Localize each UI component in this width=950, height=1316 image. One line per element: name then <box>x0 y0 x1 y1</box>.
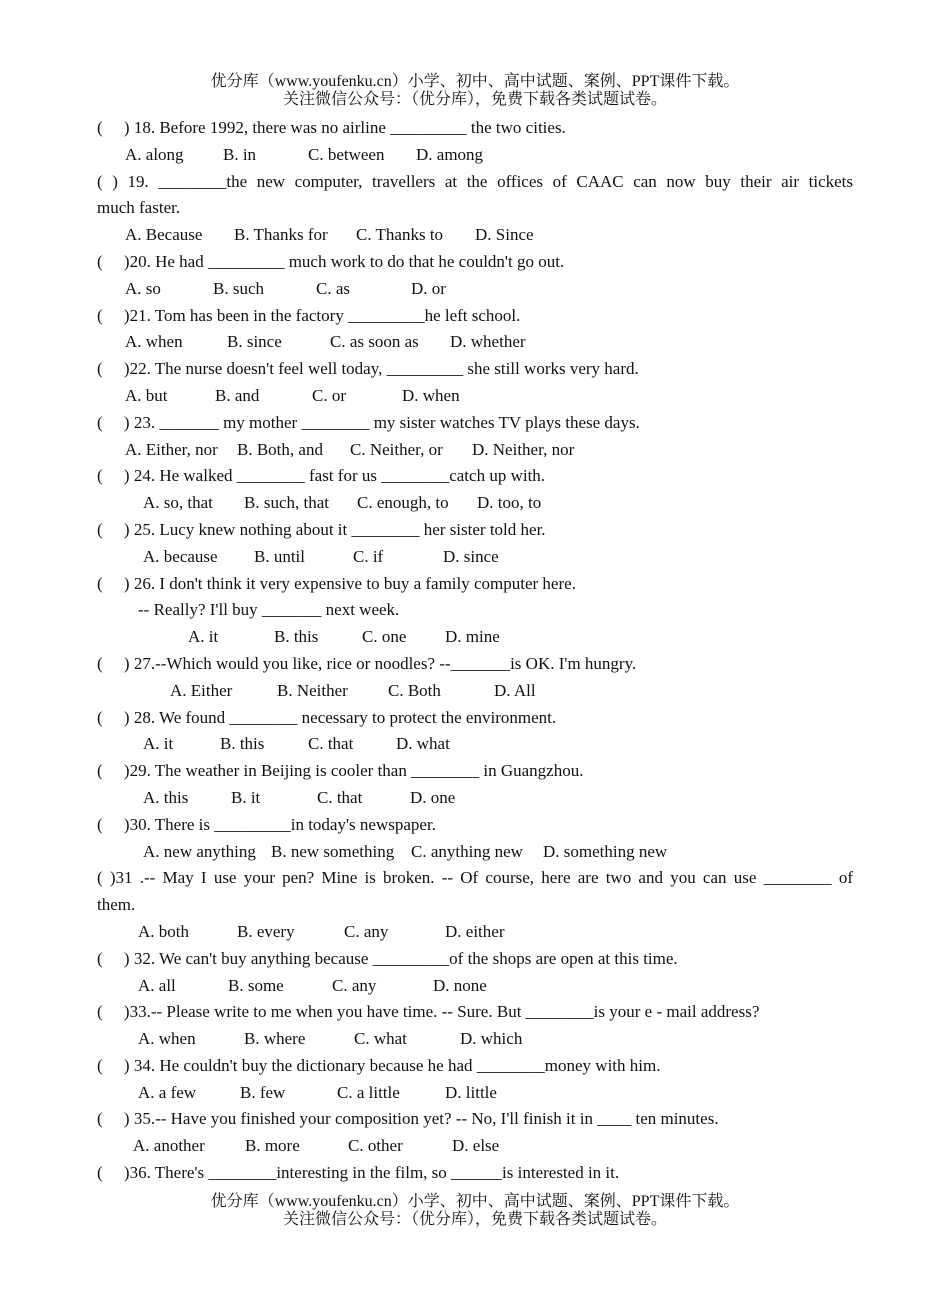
question-stem: ( )21. Tom has been in the factory _________he left school. <box>97 305 521 325</box>
question-stem-continued: -- Really? I'll buy _______ next week. <box>138 600 400 620</box>
option-c: C. as <box>316 278 350 298</box>
option-d: D. since <box>443 546 499 566</box>
options-row <box>97 919 853 946</box>
option-a: A. this <box>143 787 189 807</box>
option-b: B. Neither <box>277 680 348 700</box>
header-line-2: 关注微信公众号：（优分库），免费下载各类试题试卷。 <box>282 91 667 108</box>
option-c: C. Neither, or <box>350 439 443 459</box>
options-row <box>97 490 853 517</box>
option-a: A. it <box>143 734 174 754</box>
question-stem: ( ) 25. Lucy knew nothing about it ________ her sister told her. <box>97 519 546 539</box>
option-b: B. every <box>237 921 295 941</box>
option-b: B. Thanks for <box>234 225 328 245</box>
footer-line-1: 优分库（www.youfenku.cn）小学、初中、高中试题、案例、PPT课件下载。 <box>210 1193 740 1210</box>
option-c: C. anything new <box>411 841 523 861</box>
options-row <box>97 276 853 303</box>
options-row <box>97 839 853 866</box>
option-d: D. one <box>410 787 456 807</box>
question-stem: ( ) 26. I don't think it very expensive to buy a family computer here. <box>97 573 576 593</box>
option-d: D. Since <box>475 225 534 245</box>
option-b: B. and <box>215 385 260 405</box>
question-stem: ( )29. The weather in Beijing is cooler than ________ in Guangzhou. <box>97 761 584 781</box>
option-d: D. what <box>396 734 450 754</box>
option-d: D. among <box>416 144 484 164</box>
question-stem: ( )33.-- Please write to me when you have time. -- Sure. But ________is your e - mail address? <box>97 1002 760 1022</box>
option-d: D. either <box>445 921 505 941</box>
option-a: A. when <box>125 332 183 352</box>
option-c: C. that <box>308 734 354 754</box>
question-stem: ( )31 .-- May I use your pen? Mine is broken. -- Of course, here are two and you can use ________ of <box>97 868 853 888</box>
option-b: B. new something <box>271 841 395 861</box>
options-row <box>97 383 853 410</box>
option-d: D. mine <box>445 627 500 647</box>
option-c: C. if <box>353 546 384 566</box>
options-row <box>97 437 853 464</box>
option-d: D. All <box>494 680 536 700</box>
options-row <box>97 624 853 651</box>
option-c: C. as soon as <box>330 332 419 352</box>
option-c: C. any <box>344 921 389 941</box>
option-b: B. it <box>231 787 261 807</box>
option-a: A. along <box>125 144 184 164</box>
option-a: A. so, that <box>143 493 213 513</box>
option-a: A. new anything <box>143 841 256 861</box>
option-c: C. what <box>354 1029 407 1049</box>
option-a: A. another <box>133 1136 205 1156</box>
option-a: A. it <box>188 627 219 647</box>
option-a: A. because <box>143 546 218 566</box>
option-d: D. none <box>433 975 487 995</box>
question-stem-continued: them. <box>97 895 136 915</box>
option-d: D. whether <box>450 332 526 352</box>
option-d: D. Neither, nor <box>472 439 575 459</box>
option-b: B. some <box>228 975 284 995</box>
option-b: B. since <box>227 332 282 352</box>
option-d: D. when <box>402 385 460 405</box>
options-row <box>97 731 853 758</box>
option-a: A. all <box>138 975 176 995</box>
option-c: C. enough, to <box>357 493 449 513</box>
question-stem: ( )22. The nurse doesn't feel well today, _________ she still works very hard. <box>97 359 639 379</box>
page-footer <box>0 1193 950 1229</box>
option-b: B. Both, and <box>237 439 323 459</box>
options-row <box>97 1026 853 1053</box>
options-row <box>97 329 853 356</box>
question-stem: ( )20. He had _________ much work to do that he couldn't go out. <box>97 251 565 271</box>
question-stem: ( ) 24. He walked ________ fast for us ________catch up with. <box>97 466 546 486</box>
options-row <box>97 1133 853 1160</box>
option-c: C. Both <box>388 680 441 700</box>
option-c: C. between <box>308 144 385 164</box>
option-c: C. that <box>317 787 363 807</box>
question-stem-continued: much faster. <box>97 198 181 218</box>
options-row <box>97 678 853 705</box>
option-a: A. when <box>138 1029 196 1049</box>
question-stem: ( ) 18. Before 1992, there was no airline _________ the two cities. <box>97 118 566 137</box>
option-d: D. something new <box>543 841 668 861</box>
question-stem: ( ) 27.--Which would you like, rice or noodles? --_______is OK. I'm hungry. <box>97 653 637 673</box>
option-d: D. which <box>460 1029 523 1049</box>
option-c: C. one <box>362 627 407 647</box>
option-a: A. so <box>125 278 161 298</box>
option-a: A. both <box>138 921 189 941</box>
option-d: D. little <box>445 1082 497 1102</box>
options-row <box>97 142 853 169</box>
header-line-1: 优分库（www.youfenku.cn）小学、初中、高中试题、案例、PPT课件下载。 <box>210 73 740 90</box>
option-b: B. this <box>220 734 265 754</box>
options-row <box>97 1080 853 1107</box>
question-stem: ( )36. There's ________interesting in the film, so ______is interested in it. <box>97 1163 620 1183</box>
question-stem: ( ) 19. ________the new computer, travellers at the offices of CAAC can now buy their air tickets <box>97 171 853 191</box>
option-b: B. few <box>240 1082 286 1102</box>
option-a: A. a few <box>138 1082 197 1102</box>
option-d: D. else <box>452 1136 500 1156</box>
question-stem: ( ) 28. We found ________ necessary to protect the environment. <box>97 707 557 727</box>
option-c: C. any <box>332 975 377 995</box>
option-a: A. but <box>125 385 168 405</box>
options-row <box>97 785 853 812</box>
question-stem: ( ) 34. He couldn't buy the dictionary because he had ________money with him. <box>97 1055 661 1075</box>
option-a: A. Because <box>125 225 203 245</box>
option-b: B. until <box>254 546 306 566</box>
options-row <box>97 973 853 1000</box>
option-b: B. where <box>244 1029 306 1049</box>
question-stem: ( )30. There is _________in today's newspaper. <box>97 814 436 834</box>
question-list <box>97 115 853 1187</box>
option-c: C. Thanks to <box>356 225 444 245</box>
page-header <box>0 73 950 109</box>
option-c: C. a little <box>337 1082 400 1102</box>
option-a: A. Either <box>170 680 233 700</box>
option-b: B. such, that <box>244 493 329 513</box>
question-stem: ( ) 32. We can't buy anything because _________of the shops are open at this time. <box>97 948 678 968</box>
options-row <box>97 222 853 249</box>
option-b: B. more <box>245 1136 300 1156</box>
option-d: D. too, to <box>477 493 542 513</box>
option-d: D. or <box>411 278 446 298</box>
question-stem: ( ) 23. _______ my mother ________ my sister watches TV plays these days. <box>97 412 640 432</box>
option-c: C. or <box>312 385 346 405</box>
question-stem: ( ) 35.-- Have you finished your composition yet? -- No, I'll finish it in ____ ten minutes. <box>97 1109 719 1129</box>
option-b: B. in <box>223 144 257 164</box>
option-b: B. such <box>213 278 264 298</box>
option-a: A. Either, nor <box>125 439 218 459</box>
option-b: B. this <box>274 627 319 647</box>
options-row <box>97 544 853 571</box>
option-c: C. other <box>348 1136 403 1156</box>
footer-line-2: 关注微信公众号：（优分库），免费下载各类试题试卷。 <box>282 1211 667 1228</box>
